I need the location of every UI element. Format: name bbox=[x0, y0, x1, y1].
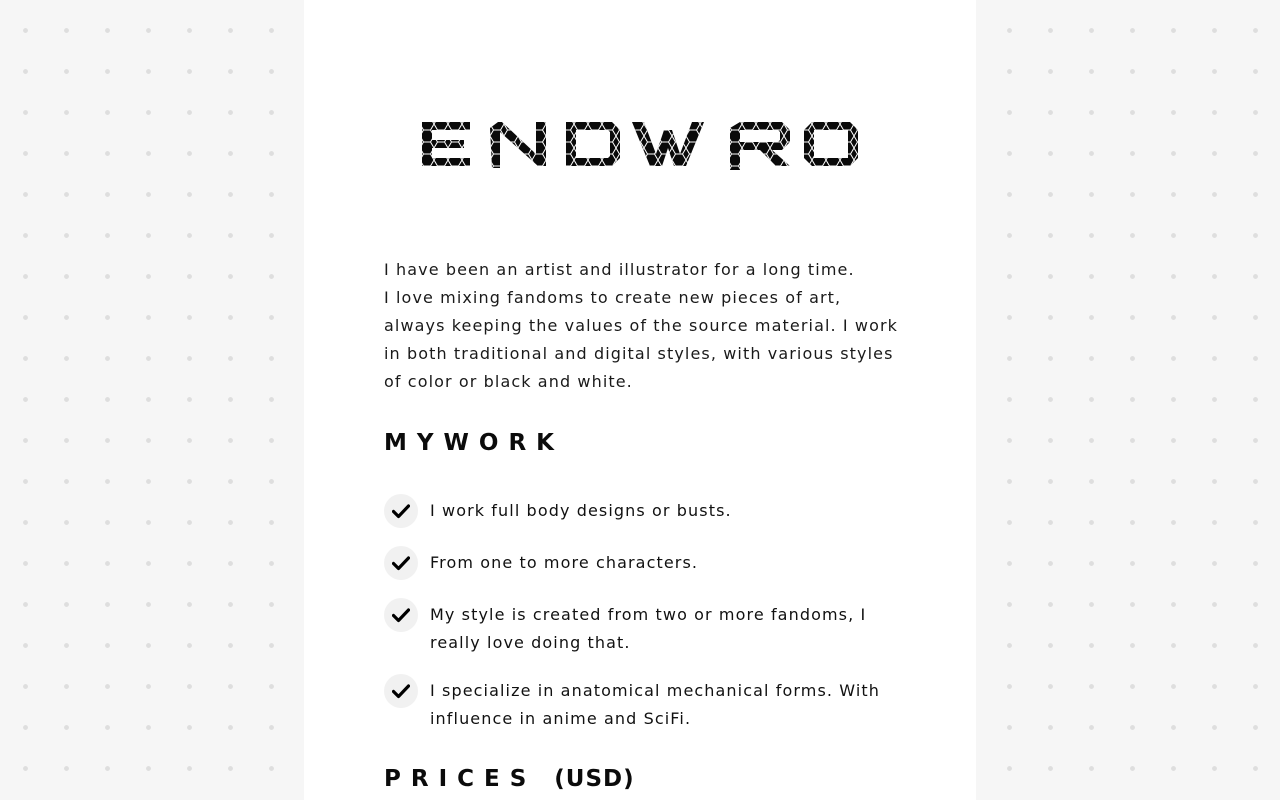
intro-paragraph bbox=[384, 256, 904, 396]
intro-line-1: I have been an artist and illustrator for a long time. bbox=[384, 260, 855, 279]
my-work-heading-text: MYWORK bbox=[384, 430, 564, 456]
checkmark-icon bbox=[384, 546, 418, 580]
list-item-text: I specialize in anatomical mechanical forms. With influence in anime and SciFi. bbox=[430, 681, 880, 728]
prices-currency: (USD) bbox=[554, 766, 635, 792]
checkmark-icon bbox=[384, 674, 418, 708]
endwro-logo bbox=[420, 118, 860, 174]
list-item-text: From one to more characters. bbox=[430, 553, 699, 572]
checkmark-icon bbox=[384, 598, 418, 632]
list-item-text: My style is created from two or more fandoms, I really love doing that. bbox=[430, 605, 867, 652]
logo-wordmark-graphic bbox=[420, 118, 860, 174]
list-item-text: I work full body designs or busts. bbox=[430, 501, 732, 520]
intro-line-2: I love mixing fandoms to create new pieces of art, always keeping the values of the source material. I work in both traditional and digital styles, with various styles of color or black and white. bbox=[384, 288, 899, 391]
checkmark-icon bbox=[384, 494, 418, 528]
main-content-panel bbox=[304, 0, 976, 800]
prices-heading bbox=[384, 766, 635, 792]
prices-heading-text: PRICES bbox=[384, 766, 537, 792]
my-work-heading bbox=[384, 430, 564, 456]
